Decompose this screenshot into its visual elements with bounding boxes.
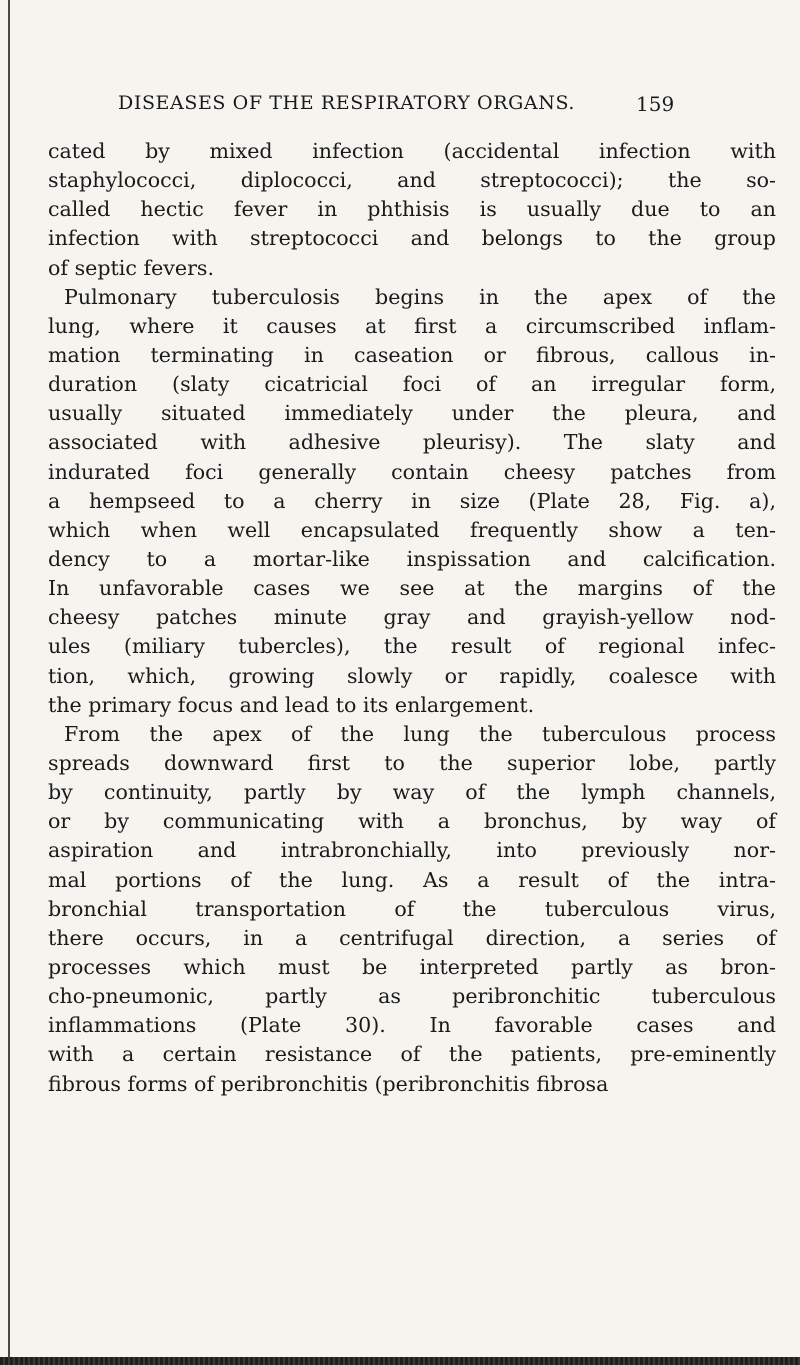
- text-line: associated with adhesive pleurisy). The slaty and: [48, 430, 776, 455]
- text-line: indurated foci generally contain cheesy patches from: [48, 459, 776, 484]
- page-header: [0, 92, 800, 122]
- text-line: the primary focus and lead to its enlargement.: [48, 692, 535, 717]
- text-line: duration (slaty cicatricial foci of an irregular form,: [48, 372, 776, 397]
- text-line: fibrous forms of peribronchitis (peribronchitis fibrosa: [48, 1071, 609, 1096]
- text-line: ules (miliary tubercles), the result of regional infec-: [48, 634, 776, 659]
- text-line: lung, where it causes at first a circumscribed inflam-: [48, 313, 776, 338]
- text-line: or by communicating with a bronchus, by way of: [48, 809, 776, 834]
- page-edge-shadow: [8, 0, 10, 1365]
- text-line: usually situated immediately under the pleura, and: [48, 401, 776, 426]
- text-line: called hectic fever in phthisis is usually due to an: [48, 197, 776, 222]
- text-line: mal portions of the lung. As a result of the intra-: [48, 867, 776, 892]
- page-number: 159: [636, 92, 675, 116]
- text-line: a hempseed to a cherry in size (Plate 28, Fig. a),: [48, 488, 776, 513]
- text-line: aspiration and intrabronchially, into previously nor-: [48, 838, 776, 863]
- text-line: which when well encapsulated frequently show a ten-: [48, 517, 776, 542]
- text-line: cho-pneumonic, partly as peribronchitic tuberculous: [48, 984, 776, 1009]
- running-head: DISEASES OF THE RESPIRATORY ORGANS.: [118, 92, 576, 114]
- text-line: cated by mixed infection (accidental infection with: [48, 139, 776, 163]
- scan-bottom-edge: [0, 1357, 800, 1365]
- text-line: of septic fevers.: [48, 255, 215, 280]
- text-line: inflammations (Plate 30). In favorable cases and: [48, 1013, 776, 1038]
- text-line: with a certain resistance of the patients, pre-eminently: [48, 1042, 776, 1067]
- text-line: tion, which, growing slowly or rapidly, coalesce with: [48, 663, 776, 688]
- text-line: processes which must be interpreted partly as bron-: [48, 954, 776, 979]
- text-line: bronchial transportation of the tuberculous virus,: [48, 896, 776, 921]
- text-line: dency to a mortar-like inspissation and calcification.: [48, 546, 776, 571]
- body-text: [48, 137, 776, 1099]
- text-line: infection with streptococci and belongs to the group: [48, 226, 776, 251]
- text-line: cheesy patches minute gray and grayish-yellow nod-: [48, 605, 776, 630]
- text-line: spreads downward first to the superior lobe, partly: [48, 750, 776, 775]
- text-line: In unfavorable cases we see at the margins of the: [48, 576, 776, 601]
- text-line: by continuity, partly by way of the lymph channels,: [48, 780, 776, 805]
- text-line: Pulmonary tuberculosis begins in the apex of the: [64, 284, 776, 309]
- text-line: mation terminating in caseation or fibrous, callous in-: [48, 342, 776, 367]
- text-line: staphylococci, diplococci, and streptococci); the so-: [48, 168, 776, 193]
- text-line: there occurs, in a centrifugal direction, a series of: [48, 925, 776, 950]
- text-line: From the apex of the lung the tuberculous process: [64, 721, 776, 746]
